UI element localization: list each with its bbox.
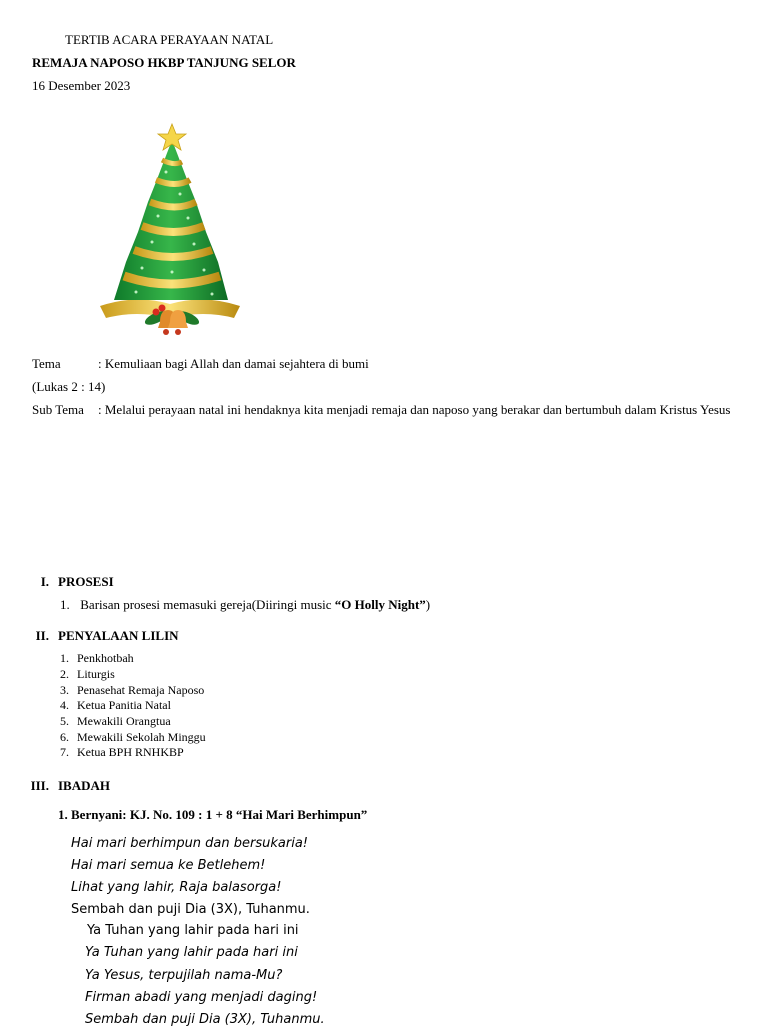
section-title-prosesi: PROSESI bbox=[58, 574, 114, 589]
list-item-text: Mewakili Orangtua bbox=[77, 714, 171, 728]
song-title: “O Holly Night” bbox=[334, 597, 426, 612]
list-item bbox=[60, 667, 115, 682]
lyric-line: Firman abadi yang menjadi daging! bbox=[85, 990, 318, 1005]
list-item-number: 6. bbox=[60, 730, 69, 744]
list-item bbox=[60, 698, 171, 713]
section-number: I. bbox=[40, 574, 49, 589]
list-item-text: Barisan prosesi memasuki gereja(Diiringi music bbox=[80, 597, 335, 612]
lyric-line: Ya Tuhan yang lahir pada hari ini bbox=[85, 945, 298, 960]
list-item bbox=[60, 651, 134, 666]
lyric-line: Ya Tuhan yang lahir pada hari ini bbox=[87, 923, 299, 938]
list-item bbox=[60, 730, 206, 745]
list-item-number: 1. bbox=[60, 597, 70, 612]
list-item-number: 1. bbox=[60, 651, 69, 665]
bible-verse: (Lukas 2 : 14) bbox=[32, 379, 106, 394]
list-item-number: 7. bbox=[60, 745, 69, 759]
lyric-line: Hai mari berhimpun dan bersukaria! bbox=[71, 836, 309, 851]
list-item bbox=[60, 714, 171, 729]
lyric-line: Sembah dan puji Dia (3X), Tuhanmu. bbox=[85, 1012, 325, 1027]
list-item bbox=[60, 745, 184, 760]
list-item-number: 5. bbox=[60, 714, 69, 728]
list-item-number: 4. bbox=[60, 698, 69, 712]
subtema-value: : Melalui perayaan natal ini hendaknya kita menjadi remaja dan naposo yang berakar dan bertumbuh dalam Kristus Yesus bbox=[98, 402, 731, 417]
lyric-line: Lihat yang lahir, Raja balasorga! bbox=[71, 880, 282, 895]
christmas-tree-icon bbox=[96, 122, 244, 348]
list-item-text: Penasehat Remaja Naposo bbox=[77, 683, 205, 697]
list-item-text: Ketua BPH RNHKBP bbox=[77, 745, 184, 759]
list-item-number: 3. bbox=[60, 683, 69, 697]
list-item bbox=[60, 683, 204, 698]
tema-value: : Kemuliaan bagi Allah dan damai sejahtera di bumi bbox=[98, 356, 369, 371]
section-number: III. bbox=[30, 778, 49, 793]
lyric-line: Sembah dan puji Dia (3X), Tuhanmu. bbox=[71, 902, 310, 917]
list-item-text: Ketua Panitia Natal bbox=[77, 698, 171, 712]
section-number: II. bbox=[35, 628, 49, 643]
subtema-label: Sub Tema bbox=[32, 402, 84, 417]
list-item bbox=[60, 597, 430, 613]
list-item-text: Liturgis bbox=[77, 667, 115, 681]
section-title-ibadah: IBADAH bbox=[58, 778, 111, 793]
list-item-tail: ) bbox=[425, 597, 431, 612]
lyric-line: Hai mari semua ke Betlehem! bbox=[71, 858, 266, 873]
list-item-text: Penkhotbah bbox=[77, 651, 134, 665]
hymn-heading: 1. Bernyani: KJ. No. 109 : 1 + 8 “Hai Mari Berhimpun” bbox=[58, 807, 368, 822]
list-item-text: Mewakili Sekolah Minggu bbox=[77, 730, 206, 744]
event-date: 16 Desember 2023 bbox=[32, 78, 131, 93]
lyric-line: Ya Yesus, terpujilah nama-Mu? bbox=[85, 968, 283, 983]
list-item-number: 2. bbox=[60, 667, 69, 681]
section-title-penyalaan-lilin: PENYALAAN LILIN bbox=[58, 628, 179, 643]
organization-name: REMAJA NAPOSO HKBP TANJUNG SELOR bbox=[32, 55, 296, 70]
document-title: TERTIB ACARA PERAYAAN NATAL bbox=[65, 32, 274, 47]
tema-label: Tema bbox=[32, 356, 61, 371]
